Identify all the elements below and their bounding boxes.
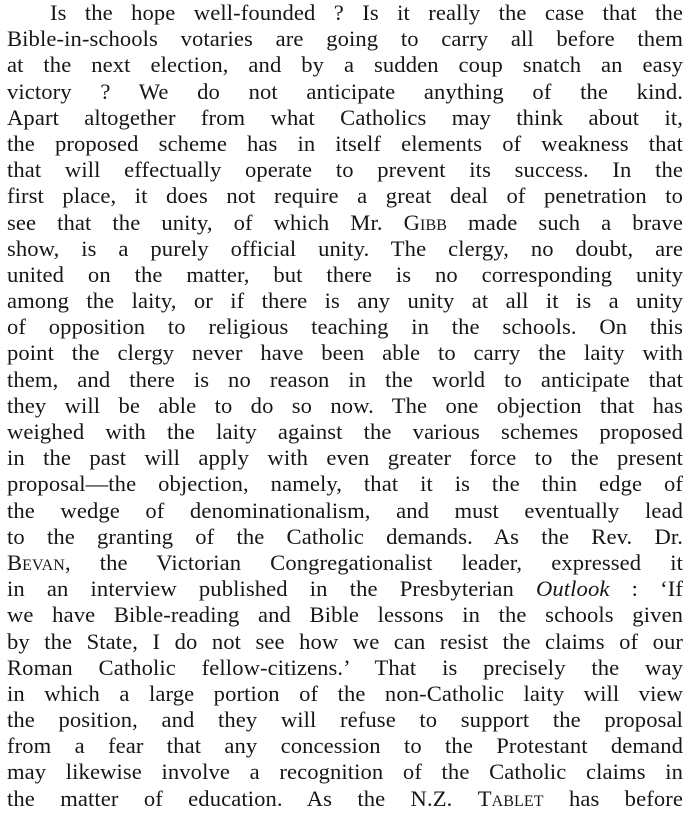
text-line: Roman Catholic fellow-citizens.’ That is precisely the way — [7, 654, 683, 680]
text-line: Is the hope well-founded ? Is it really the case that the — [50, 0, 683, 25]
text-line: in which a large portion of the non-Catholic laity will view — [7, 680, 683, 706]
text-line: at the next election, and by a sudden coup snatch an easy — [7, 52, 683, 78]
text-line: first place, it does not require a great deal of penetration to — [7, 183, 683, 209]
text-line: united on the matter, but there is no corresponding unity — [7, 261, 683, 287]
person-name: Gibb — [403, 209, 448, 235]
person-name: Bevan — [7, 549, 65, 575]
text-line: of opposition to religious teaching in the schools. On this — [7, 314, 683, 340]
text-line: by the State, I do not see how we can resist the claims of our — [7, 628, 683, 654]
text-line: them, and there is no reason in the world to anticipate that — [7, 366, 683, 392]
text-line: the position, and they will refuse to support the proposal — [7, 707, 683, 733]
text-line: show, is a purely official unity. The clergy, no doubt, are — [7, 235, 683, 261]
text-line: to the granting of the Catholic demands. As the Rev. Dr. — [7, 523, 683, 549]
text-line: may likewise involve a recognition of the Catholic claims in — [7, 759, 683, 785]
text-line: the wedge of denominationalism, and must eventually lead — [7, 497, 683, 523]
text-line: they will be able to do so now. The one objection that has — [7, 392, 683, 418]
text-line: victory ? We do not anticipate anything of the kind. — [7, 78, 683, 104]
text-line: Apart altogether from what Catholics may think about it, — [7, 104, 683, 130]
text-line: proposal—the objection, namely, that it is the thin edge of — [7, 471, 683, 497]
article-column — [7, 0, 683, 838]
text-line: in an interview published in the Presbyterian Outlook : ‘If — [7, 576, 683, 602]
publication-title: Tablet — [477, 785, 544, 811]
text-line: the proposed scheme has in itself elements of weakness that — [7, 130, 683, 156]
text-line: that will effectually operate to prevent its success. In the — [7, 157, 683, 183]
publication-title: Outlook — [535, 576, 610, 602]
text-line: from a fear that any concession to the Protestant demand — [7, 733, 683, 759]
text-line: the matter of education. As the N.Z. Tablet has before — [7, 785, 683, 811]
text-line: see that the unity, of which Mr. Gibb made such a brave — [7, 209, 683, 235]
text-line: Bevan, the Victorian Congregationalist leader, expressed it — [7, 549, 683, 575]
text-line: weighed with the laity against the various schemes proposed — [7, 419, 683, 444]
text-line: point the clergy never have been able to carry the laity with — [7, 340, 683, 366]
text-line: we have Bible-reading and Bible lessons in the schools given — [7, 602, 683, 628]
text-line: in the past will apply with even greater force to the present — [7, 445, 683, 471]
text-line: Bible-in-schools votaries are going to carry all before them — [7, 26, 683, 52]
text-line: among the laity, or if there is any unity at all it is a unity — [7, 288, 683, 314]
